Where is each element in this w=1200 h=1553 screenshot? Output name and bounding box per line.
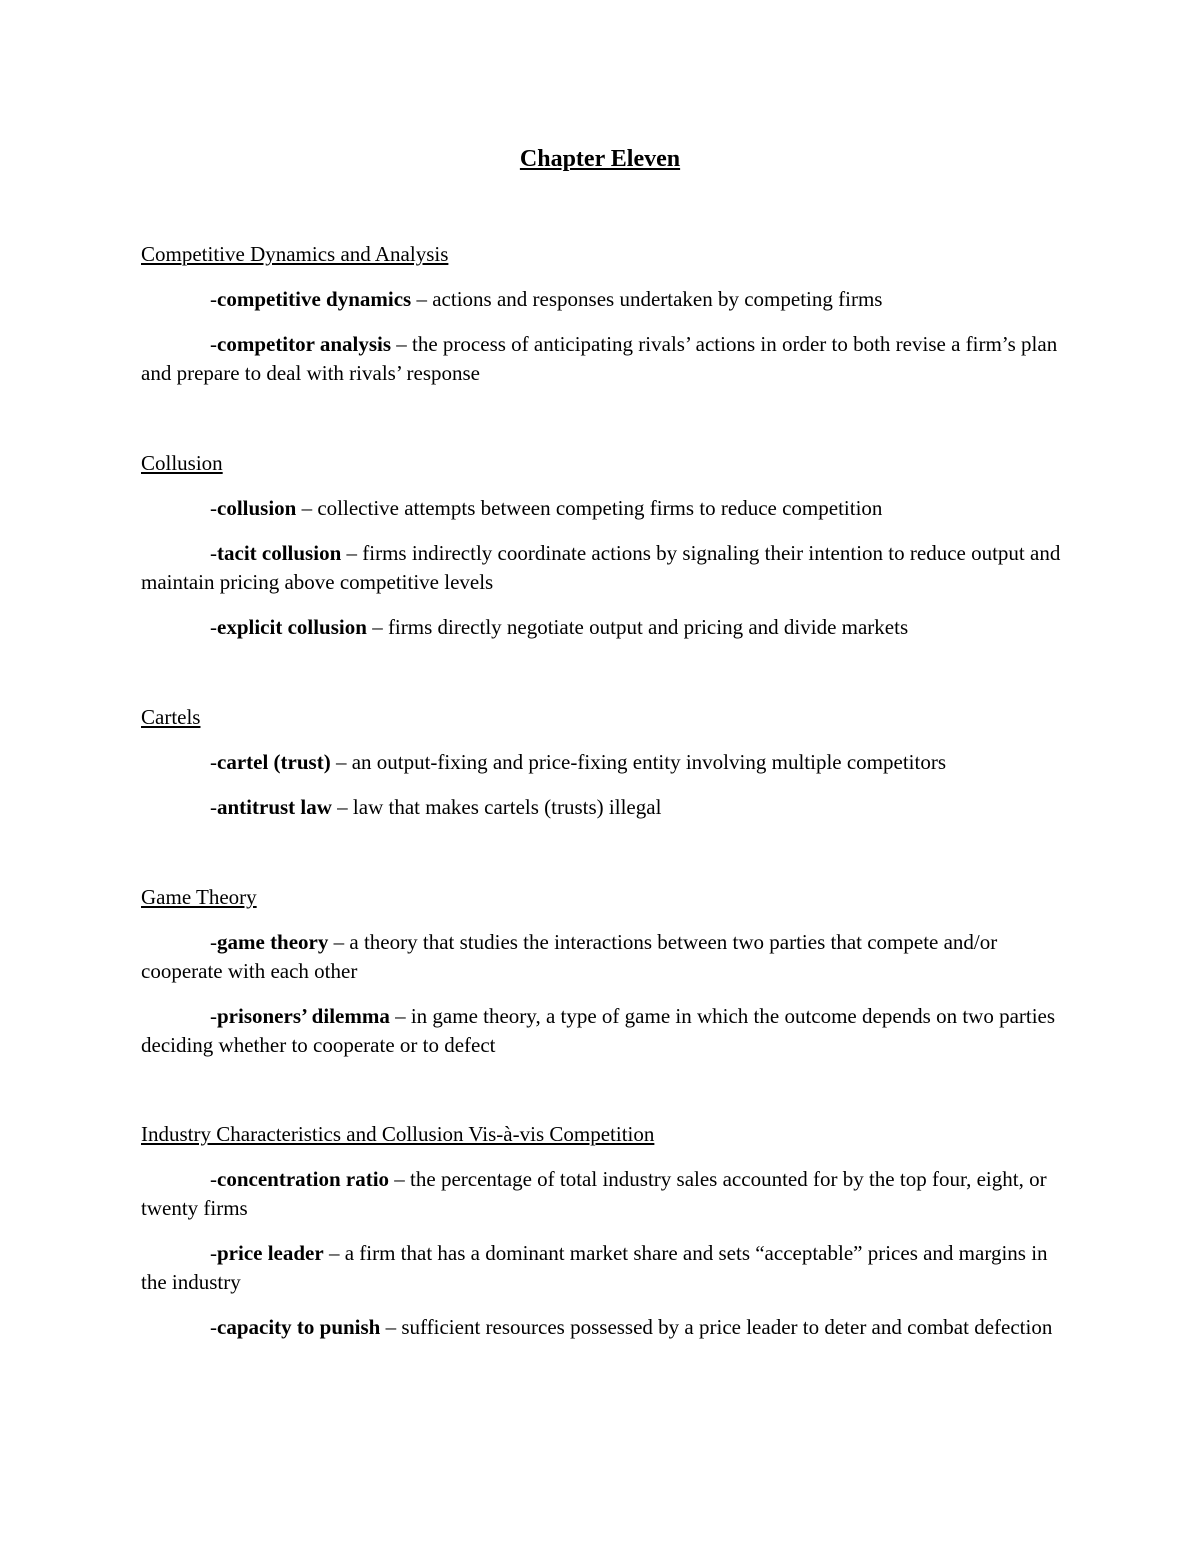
entry-definition: – a firm that has a dominant market share and sets “acceptable” prices and margins in the industry [141, 1241, 1048, 1294]
entry-prefix: - [210, 332, 217, 356]
entry-prefix: - [210, 496, 217, 520]
entry-prefix: - [210, 287, 217, 311]
entry-prefix: - [210, 750, 217, 774]
entry-definition: – the process of anticipating rivals’ actions in order to both revise a firm’s plan and prepare to deal with rivals’ response [141, 332, 1058, 385]
entry-term: game theory [217, 930, 329, 954]
definition-entry [141, 1239, 1066, 1297]
entry-prefix: - [210, 1241, 217, 1265]
section-competitive-dynamics [141, 240, 1066, 404]
section-heading: Cartels [141, 705, 201, 729]
definition-entry [141, 539, 1066, 597]
section-heading: Game Theory [141, 885, 257, 909]
entry-term: prisoners’ dilemma [217, 1004, 390, 1028]
entry-prefix: - [210, 1004, 217, 1028]
section-heading: Collusion [141, 451, 223, 475]
definition-entry [141, 748, 1066, 777]
entry-term: capacity to punish [217, 1315, 381, 1339]
entry-prefix: - [210, 1167, 217, 1191]
entry-term: competitive dynamics [217, 287, 412, 311]
entry-term: antitrust law [217, 795, 332, 819]
entry-definition: – the percentage of total industry sales accounted for by the top four, eight, or twenty firms [141, 1167, 1047, 1220]
definition-entry [141, 1165, 1066, 1223]
entry-prefix: - [210, 1315, 217, 1339]
entry-definition: – firms directly negotiate output and pricing and divide markets [366, 615, 909, 639]
entry-definition: – collective attempts between competing firms to reduce competition [296, 496, 883, 520]
entry-term: price leader [217, 1241, 324, 1265]
entry-prefix: - [210, 795, 217, 819]
section-industry-characteristics [141, 1120, 1066, 1358]
entry-prefix: - [210, 615, 217, 639]
entry-definition: – a theory that studies the interactions between two parties that compete and/or cooperate with each other [141, 930, 998, 983]
definition-entry [141, 285, 1066, 314]
entry-definition: – an output-fixing and price-fixing entity involving multiple competitors [330, 750, 946, 774]
definition-entry [141, 494, 1066, 523]
entry-definition: – sufficient resources possessed by a price leader to deter and combat defection [380, 1315, 1053, 1339]
entry-definition: – in game theory, a type of game in which the outcome depends on two parties deciding whether to cooperate or to defect [141, 1004, 1056, 1057]
section-cartels [141, 703, 1066, 838]
definition-entry [141, 330, 1066, 388]
definition-entry [141, 1313, 1066, 1342]
entry-term: concentration ratio [217, 1167, 390, 1191]
definition-entry [141, 793, 1066, 822]
entry-term: competitor analysis [217, 332, 392, 356]
entry-term: explicit collusion [217, 615, 367, 639]
entry-definition: – actions and responses undertaken by competing firms [411, 287, 883, 311]
page-title: Chapter Eleven [519, 146, 681, 172]
entry-definition: – law that makes cartels (trusts) illegal [331, 795, 662, 819]
section-game-theory [141, 883, 1066, 1076]
definition-entry [141, 613, 1066, 642]
entry-definition: – firms indirectly coordinate actions by signaling their intention to reduce output and maintain pricing above competitive levels [141, 541, 1061, 594]
section-heading: Industry Characteristics and Collusion Vis-à-vis Competition [141, 1122, 655, 1146]
section-collusion [141, 449, 1066, 658]
entry-prefix: - [210, 541, 217, 565]
definition-entry [141, 1002, 1066, 1060]
definition-entry [141, 928, 1066, 986]
entry-term: tacit collusion [217, 541, 342, 565]
entry-prefix: - [210, 930, 217, 954]
entry-term: cartel (trust) [217, 750, 331, 774]
entry-term: collusion [217, 496, 297, 520]
section-heading: Competitive Dynamics and Analysis [141, 242, 449, 266]
